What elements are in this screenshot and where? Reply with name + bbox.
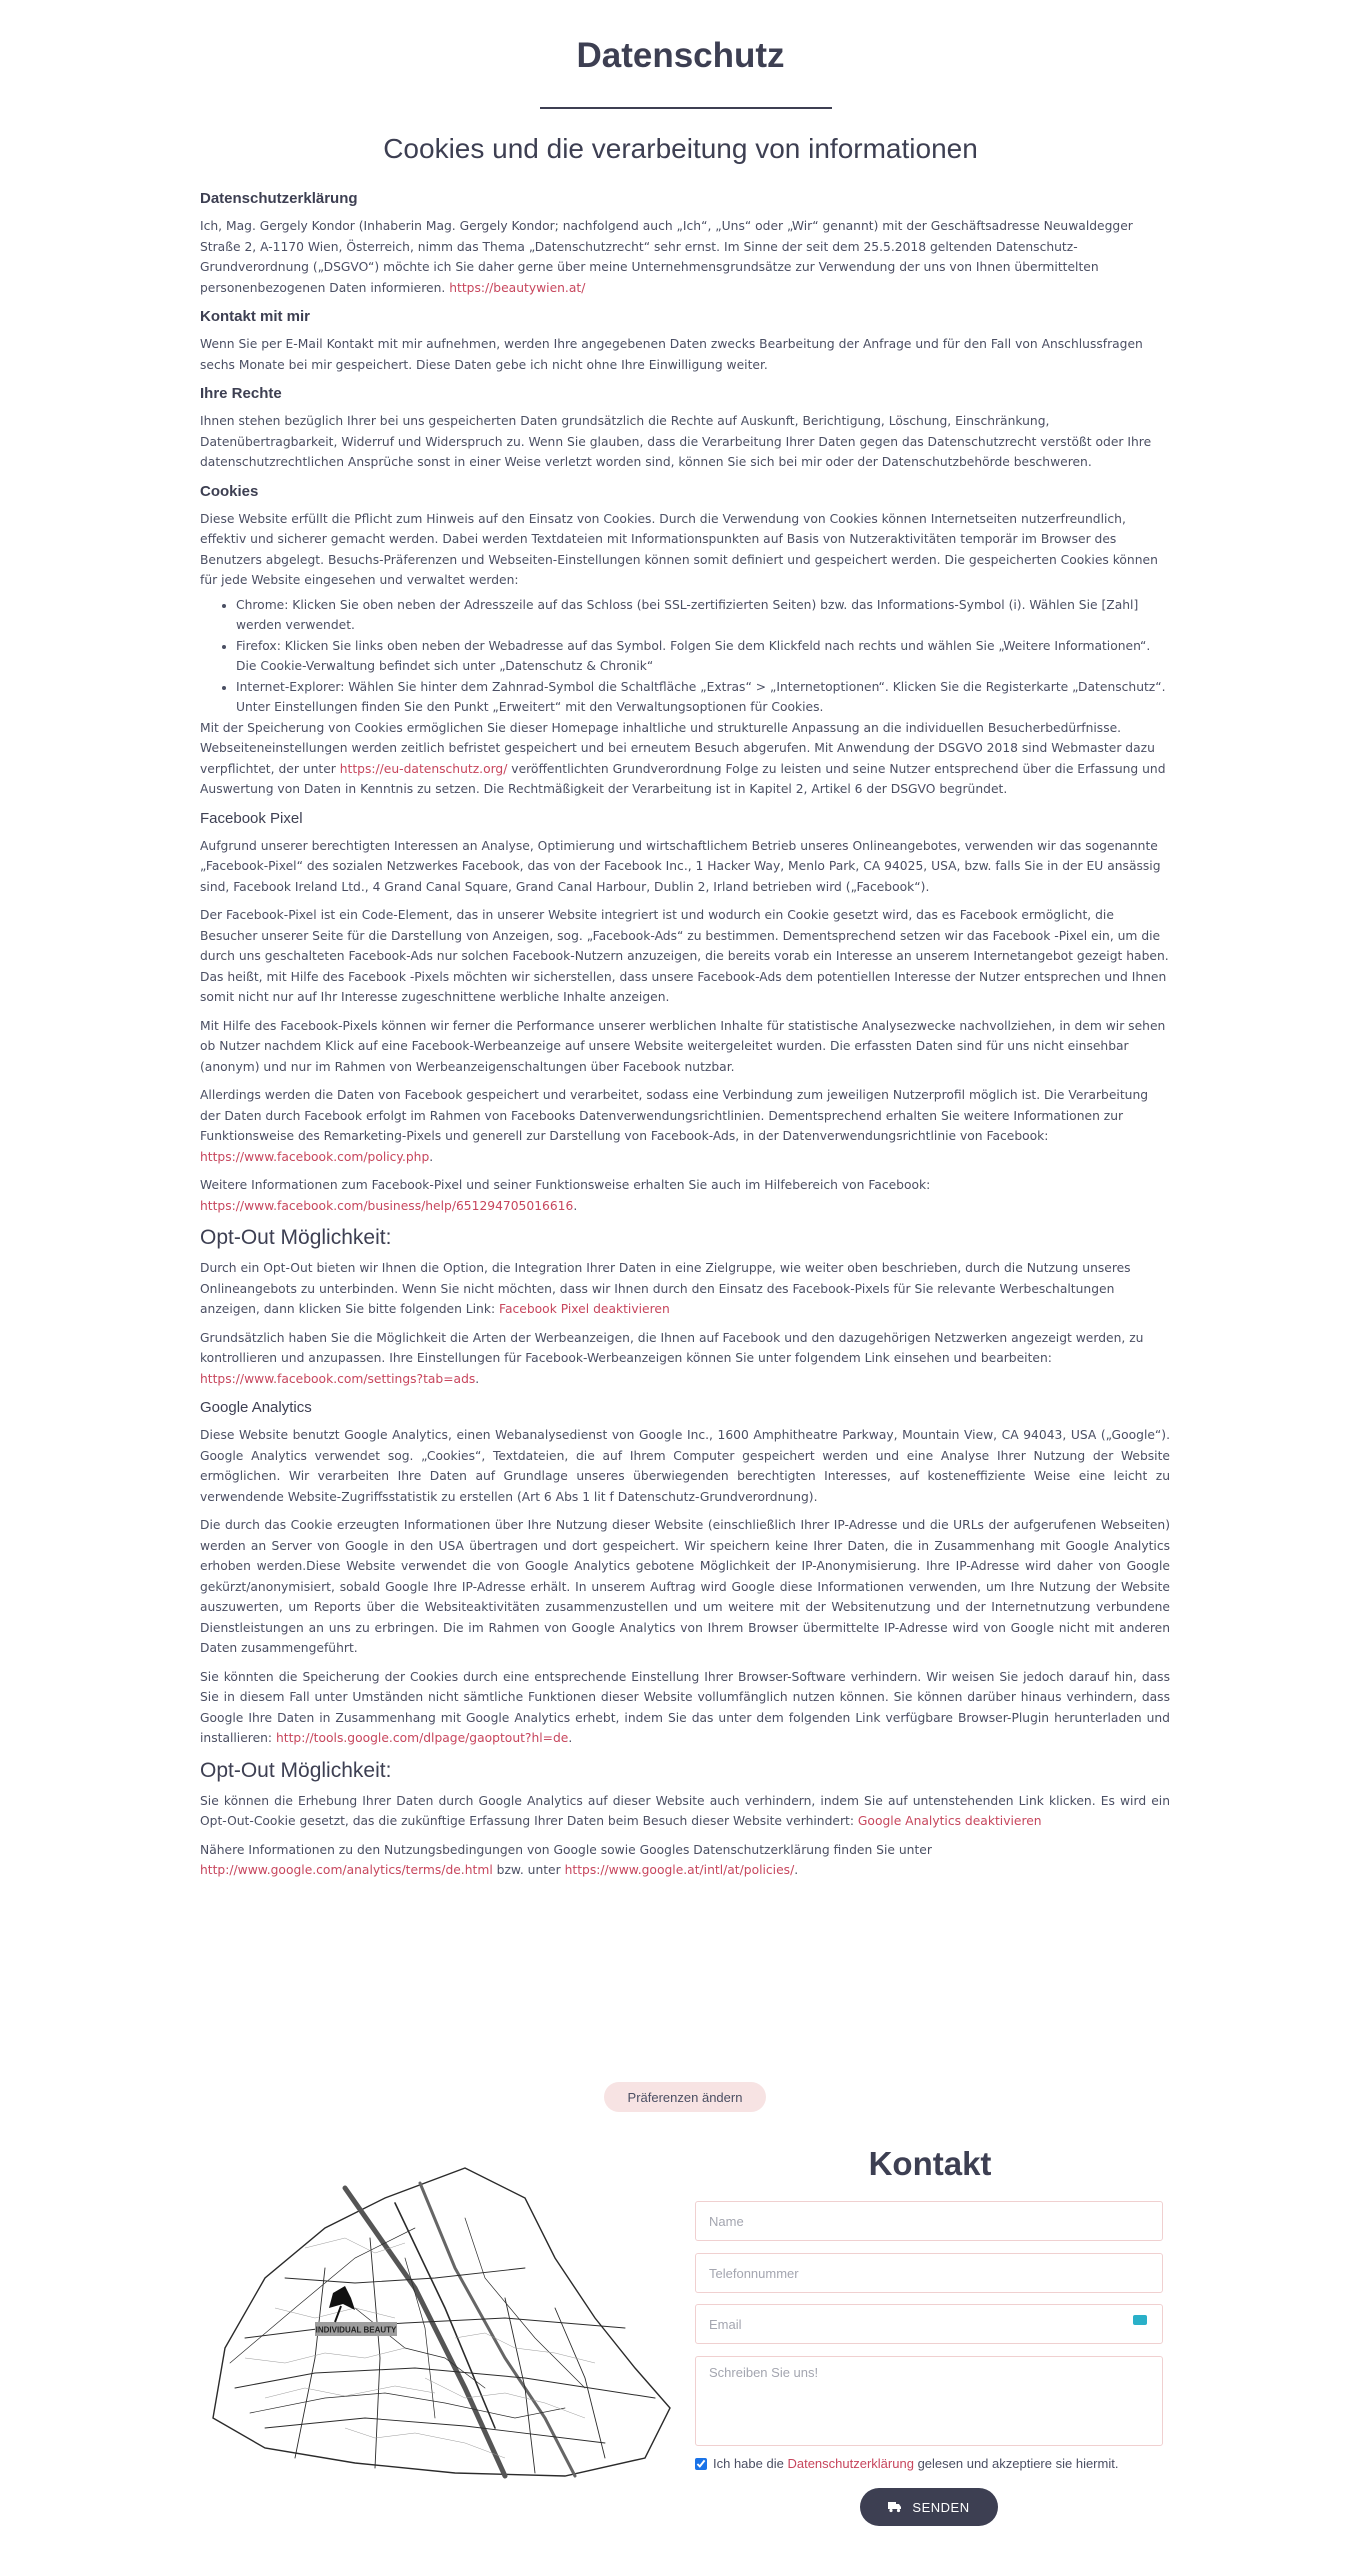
- map-label: INDIVIDUAL BEAUTY: [315, 2325, 397, 2335]
- facebook-policy-link[interactable]: https://www.facebook.com/policy.php: [200, 1149, 430, 1164]
- section-heading: Google Analytics: [200, 1399, 312, 1416]
- consent-checkbox[interactable]: [695, 2458, 707, 2470]
- section-heading: Kontakt mit mir: [200, 308, 311, 325]
- google-policies-link[interactable]: https://www.google.at/intl/at/policies/: [564, 1863, 795, 1877]
- section-optout-facebook: [200, 1224, 1170, 1389]
- section-kontakt: [200, 306, 1170, 375]
- autofill-icon: [1133, 2315, 1147, 2325]
- section-google-analytics: [200, 1397, 1170, 1749]
- privacy-policy-link[interactable]: Datenschutzerklärung: [787, 2456, 914, 2471]
- facebook-ads-settings-link[interactable]: https://www.facebook.com/settings?tab=ads: [200, 1371, 476, 1386]
- vienna-map: [205, 2158, 675, 2480]
- section-heading: Ihre Rechte: [200, 385, 282, 402]
- section-datenschutzerklaerung: [200, 188, 1170, 298]
- section-text: Ihnen stehen bezüglich Ihrer bei uns gespeicherten Daten grundsätzlich die Rechte auf Auskunft, Berichtigung, Löschung, Einschränkung, Datenübertragbarkeit, Widerruf und Widerspruch zu. Wenn Sie glauben, dass die Verarbeitung Ihrer Daten gegen das Datenschutzrecht verstößt oder Ihre datenschutzrechtlichen Ansprüche sonst in einer Weise verletzt worden sind, können Sie sich bei mir oder der Datenschutzbehörde beschweren.: [200, 414, 1152, 469]
- section-heading: Cookies: [200, 482, 259, 500]
- section-text: Diese Website benutzt Google Analytics, einen Webanalysedienst von Google Inc., 1600 Amphitheatre Parkway, Mountain View, CA 94043, USA („Google“). Google Analytics verwendet sog. „Cookies“, Textdateien, die auf Ihrem Computer gespeichert werden und eine Analyse Ihrer Nutzung der Website ermöglichen. Wir verarbeiten Ihre Daten auf Grundlage unseres überwiegenden berechtigten Interesses, auf kosteneffiziente Weise eine leicht zu verwendende Website-Zugriffsstatistik zu erstellen (Art 6 Abs 1 lit f Datenschutz-Grundverordnung).: [200, 1428, 1170, 1504]
- section-text: Mit der Speicherung von Cookies ermöglichen Sie dieser Homepage inhaltliche und strukturelle Anpassung an die individuellen Besucherbedürfnisse. Webseiteneinstellungen werden zeitlich befristet gespeichert und bei erneutem Besuch abgerufen. Mit Anwendung der DSGVO 2018 sind Webmaster dazu verpflichtet, der unter https://eu-datenschutz.org/ veröffentlichten Grundverordnung Folge zu leisten und seine Nutzer entsprechend über die Erfassung und Auswertung von Daten in Kenntnis zu setzen. Die Rechtmäßigkeit der Verarbeitung ist in Kapitel 2, Artikel 6 der DSGVO begründet.: [200, 720, 1166, 796]
- section-text: Mit Hilfe des Facebook-Pixels können wir ferner die Performance unserer werblichen Inhalte für statistische Analysezwecke nachvollziehen, in dem wir sehen ob Nutzer nachdem Klick auf eine Facebook-Werbeanzeige auf unsere Website weitergeleitet wurden. Die erfassten Daten sind für uns nicht einsehbar (anonym) und nur im Rahmen von Werbeanzeigenschaltungen über Facebook nutzbar.: [200, 1018, 1166, 1074]
- name-input[interactable]: [695, 2201, 1163, 2241]
- contact-title: Kontakt: [868, 2145, 992, 2182]
- section-text: Durch ein Opt-Out bieten wir Ihnen die Option, die Integration Ihrer Daten in eine Zielgruppe, wie weiter oben beschrieben, durch die Nutzung unseres Onlineangebots zu unterbinden. Wenn Sie nicht möchten, dass wir Ihnen durch den Einsatz des Facebook-Pixels für Sie relevante Werbeschaltungen anzeigen, dann klicken Sie bitte folgenden Link: Facebook Pixel deaktivieren: [200, 1261, 1131, 1316]
- section-cookies: [200, 481, 1170, 800]
- map-illustration: [205, 2158, 675, 2480]
- section-heading: Facebook Pixel: [200, 809, 303, 827]
- gaoptout-link[interactable]: http://tools.google.com/dlpage/gaoptout?hl=de: [276, 1731, 569, 1745]
- section-text: Diese Website erfüllt die Pflicht zum Hinweis auf den Einsatz von Cookies. Durch die Verwendung von Cookies können Internetseiten nutzerfreundlich, effektiv und sicherer gemacht werden. Dabei werden Textdateien mit Informationspunkten auf Basis von Nutzeraktivitäten temporär im Browser des Benutzers abgelegt. Besuchs-Präferenzen und Webseiten-Einstellungen können somit definiert und gespeichert werden. Die gespeicherten Cookies können für jede Website eingesehen und verwaltet werden:: [200, 511, 1158, 587]
- section-text: Allerdings werden die Daten von Facebook gespeichert und verarbeitet, sodass eine Verbindung zum jeweiligen Nutzerprofil möglich ist. Die Verarbeitung der Daten durch Facebook erfolgt im Rahmen von Facebooks Datenverwendungsrichtlinien. Dementsprechend erhalten Sie weitere Informationen zur Funktionsweise des Remarketing-Pixels und generell zur Darstellung von Facebook-Ads, in der Datenverwendungsrichtlinie von Facebook: https://www.facebook.com/policy.php.: [200, 1088, 1149, 1164]
- consent-row: Ich habe die Datenschutzerklärung gelesen und akzeptiere sie hiermit.: [695, 2456, 1175, 2471]
- google-terms-link[interactable]: http://www.google.com/analytics/terms/de.html: [200, 1863, 493, 1877]
- page-subtitle: Cookies und die verarbeitung von informationen: [383, 133, 978, 164]
- title-divider: [540, 107, 832, 109]
- section-text: Nähere Informationen zu den Nutzungsbedingungen von Google sowie Googles Datenschutzerklärung finden Sie unter http://www.google.com/analytics/terms/de.html bzw. unter https://www.google.at/intl/at/policies/.: [200, 1842, 932, 1877]
- truck-icon: [888, 2501, 902, 2513]
- phone-input[interactable]: [695, 2253, 1163, 2293]
- section-heading: Opt-Out Möglichkeit:: [200, 1758, 392, 1782]
- section-heading: Opt-Out Möglichkeit:: [200, 1226, 392, 1249]
- section-heading: Datenschutzerklärung: [200, 190, 358, 207]
- location-pin-icon: [329, 2286, 355, 2310]
- eu-datenschutz-link[interactable]: https://eu-datenschutz.org/: [339, 761, 508, 776]
- section-text: Sie könnten die Speicherung der Cookies durch eine entsprechende Einstellung Ihrer Browser-Software verhindern. Wir weisen Sie jedoch darauf hin, dass Sie in diesem Fall unter Umständen nicht sämtliche Funktionen dieser Website vollumfänglich nutzen können. Sie können darüber hinaus verhindern, dass Google Ihre Daten in Zusammenhang mit Google Analytics erhebt, indem Sie das unter dem folgenden Link verfügbare Browser-Plugin herunterladen und installieren: http://tools.google.com/dlpage/gaoptout?hl=de.: [200, 1669, 1170, 1745]
- send-button[interactable]: [860, 2488, 998, 2526]
- list-item: • Chrome: Klicken Sie oben neben der Adresszeile auf das Schloss (bei SSL-zertifizierten Seiten) bzw. das Informations-Symbol (i). Wählen Sie [Zahl] werden verwendet.: [236, 595, 1170, 636]
- list-item: • Firefox: Klicken Sie links oben neben der Webadresse auf das Symbol. Folgen Sie dem Klickfeld nach rechts und wählen Sie „Weitere Informationen“. Die Cookie-Verwaltung befindet sich unter „Datenschutz & Chronik“: [236, 636, 1170, 677]
- section-text: Wenn Sie per E-Mail Kontakt mit mir aufnehmen, werden Ihre angegebenen Daten zwecks Bearbeitung der Anfrage und für den Fall von Anschlussfragen sechs Monate bei mir gespeichert. Diese Daten gebe ich nicht ohne Ihre Einwilligung weiter.: [200, 337, 1143, 372]
- section-text: Aufgrund unserer berechtigten Interessen an Analyse, Optimierung und wirtschaftlichem Betrieb unseres Onlineangebotes, verwenden wir das sogenannte „Facebook-Pixel“ des sozialen Netzwerkes Facebook, das von der Facebook Inc., 1 Hacker Way, Menlo Park, CA 94025, USA, bzw. falls Sie in der EU ansässig sind, Facebook Ireland Ltd., 4 Grand Canal Square, Grand Canal Harbour, Dublin 2, Irland betrieben wird („Facebook“).: [200, 838, 1161, 894]
- preferences-button[interactable]: Präferenzen ändern: [604, 2082, 766, 2112]
- browser-list: [200, 595, 1170, 718]
- email-input[interactable]: [695, 2304, 1163, 2344]
- section-text: Weitere Informationen zum Facebook-Pixel und seiner Funktionsweise erhalten Sie auch im Hilfebereich von Facebook: https://www.facebook.com/business/help/651294705016616.: [200, 1178, 931, 1213]
- section-facebook-pixel: [200, 808, 1170, 1217]
- facebook-help-link[interactable]: https://www.facebook.com/business/help/651294705016616: [200, 1198, 574, 1213]
- facebook-pixel-deactivate-link[interactable]: Facebook Pixel deaktivieren: [499, 1302, 670, 1316]
- beautywien-link[interactable]: https://beautywien.at/: [449, 280, 586, 295]
- page-title: Datenschutz: [576, 36, 785, 75]
- section-optout-google: [200, 1757, 1170, 1881]
- send-button-label: SENDEN: [912, 2499, 970, 2515]
- section-text: Grundsätzlich haben Sie die Möglichkeit die Arten der Werbeanzeigen, die Ihnen auf Facebook und den dazugehörigen Netzwerken angezeigt werden, zu kontrollieren und anzupassen. Ihre Einstellungen für Facebook-Werbeanzeigen können Sie unter folgendem Link einsehen und bearbeiten: https://www.facebook.com/settings?tab=ads.: [200, 1330, 1144, 1386]
- privacy-content: [200, 188, 1170, 1889]
- section-text: Ich, Mag. Gergely Kondor (Inhaberin Mag. Gergely Kondor; nachfolgend auch „Ich“, „Uns“ oder „Wir“ genannt) mit der Geschäftsadresse Neuwaldegger Straße 2, A-1170 Wien, Österreich, nimm das Thema „Datenschutzrecht“ sehr ernst. Im Sinne der seit dem 25.5.2018 geltenden Datenschutz-Grundverordnung („DSGVO“) möchte ich Sie daher gerne über meine Unternehmensgrundsätze zur Verwendung der uns von Ihnen übermittelten personenbezogenen Daten informieren. https://beautywien.at/: [200, 219, 1133, 295]
- list-item: • Internet-Explorer: Wählen Sie hinter dem Zahnrad-Symbol die Schaltfläche „Extras“ > „Internetoptionen“. Klicken Sie die Registerkarte „Datenschutz“. Unter Einstellungen finden Sie den Punkt „Erweitert“ mit den Verwaltungsoptionen für Cookies.: [236, 677, 1170, 718]
- section-rechte: [200, 383, 1170, 473]
- section-text: Sie können die Erhebung Ihrer Daten durch Google Analytics auf dieser Website auch verhindern, indem Sie auf untenstehenden Link klicken. Es wird ein Opt-Out-Cookie gesetzt, das die zukünftige Erfassung Ihrer Daten beim Besuch dieser Website verhindert: Google Analytics deaktivieren: [200, 1793, 1170, 1828]
- google-analytics-deactivate-link[interactable]: Google Analytics deaktivieren: [857, 1814, 1042, 1828]
- message-textarea[interactable]: [695, 2356, 1163, 2446]
- section-text: Der Facebook-Pixel ist ein Code-Element, das in unserer Website integriert ist und wodurch ein Cookie gesetzt wird, das es Facebook ermöglicht, die Besucher unserer Seite für die Darstellung von Anzeigen, sog. „Facebook-Ads“ zu bestimmen. Dementsprechend setzen wir das Facebook -Pixel ein, um die durch uns geschalteten Facebook-Ads nur solchen Facebook-Nutzern anzuzeigen, die bereits vorab ein Interesse an unserem Internetangebot gezeigt haben. Das heißt, mit Hilfe des Facebook -Pixels möchten wir sicherstellen, dass unsere Facebook-Ads dem potentiellen Interesse der Nutzer entsprechen und Ihnen somit nicht nur auf Ihr Interesse zugeschnittene werbliche Inhalte anzeigen.: [200, 908, 1169, 1004]
- section-text: Die durch das Cookie erzeugten Informationen über Ihre Nutzung dieser Website (einschließlich Ihrer IP-Adresse und die URLs der aufgerufenen Webseiten) werden an Server von Google in den USA übertragen und dort gespeichert. Wir speichern keine Ihrer Daten, die in Zusammenhang mit Google Analytics erhoben werden.Diese Website verwendet die von Google Analytics gebotene Möglichkeit der IP-Anonymisierung. Ihre IP-Adresse wird daher von Google gekürzt/anonymisiert, sobald Google Ihre IP-Adresse erhält. In unserem Auftrag wird Google diese Informationen verwenden, um Ihre Nutzung der Website auszuwerten, um Reports über die Websiteaktivitäten zusammenzustellen und um weitere mit der Websitenutzung und der Internetnutzung verbundene Dienstleistungen an uns zu erbringen. Die im Rahmen von Google Analytics von Ihrem Browser übermittelte IP-Adresse wird von Google nicht mit anderen Daten zusammengeführt.: [200, 1518, 1170, 1655]
